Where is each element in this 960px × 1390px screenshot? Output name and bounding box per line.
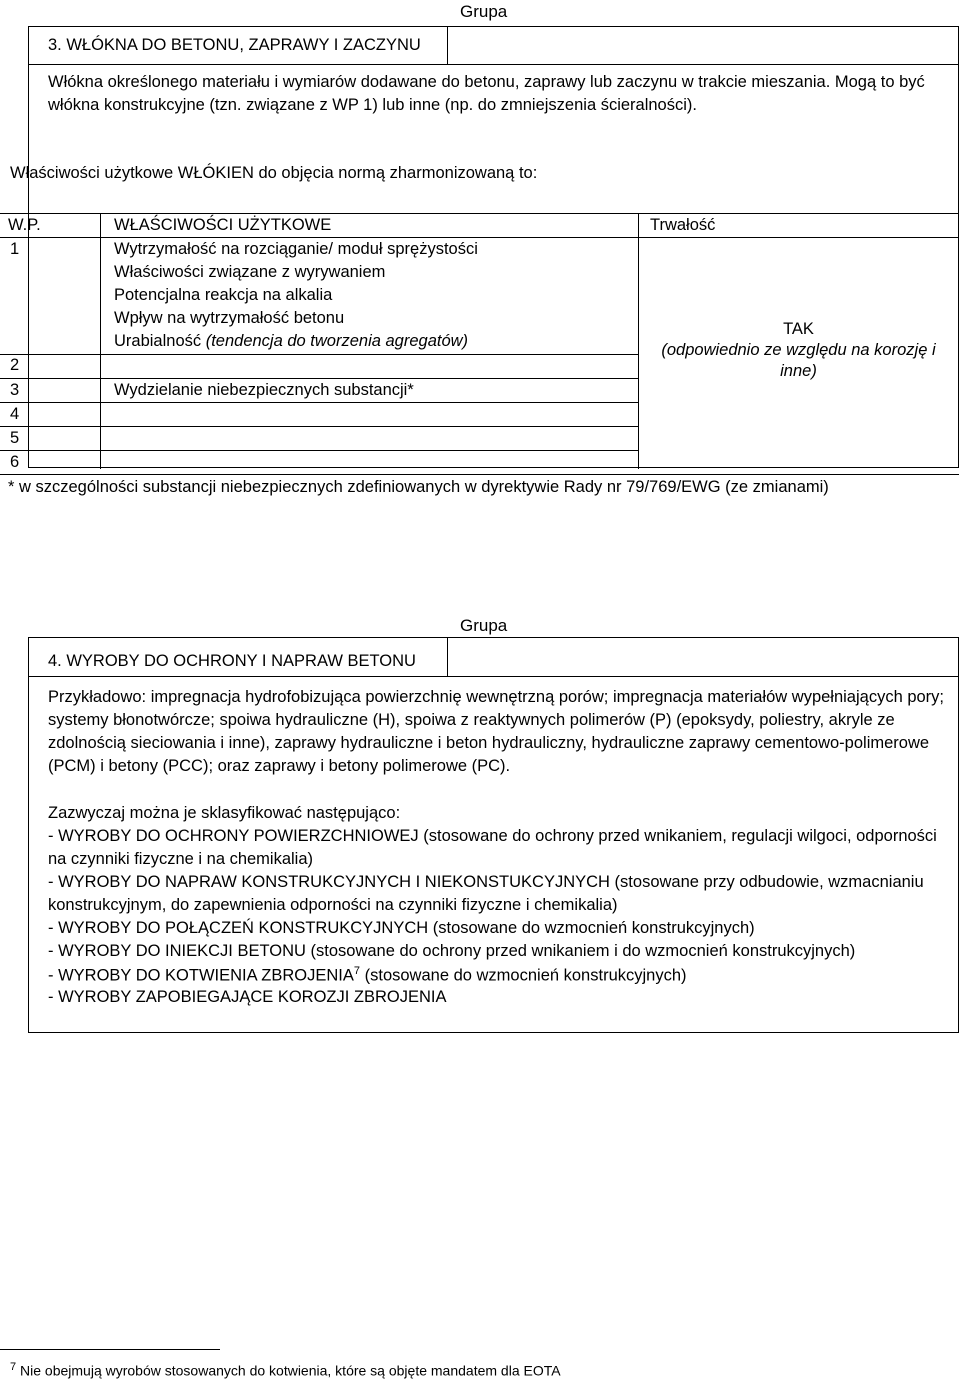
row1-item-3: Potencjalna reakcja na alkalia — [114, 286, 333, 304]
durability-note-line1: (odpowiednio ze względu na korozję i — [661, 341, 936, 359]
row1-item-5 — [114, 332, 468, 351]
section3-title-underline — [28, 64, 959, 65]
row3-text: Wydzielanie niebezpiecznych substancji* — [114, 381, 414, 399]
section3-title: 3. WŁÓKNA DO BETONU, ZAPRAWY I ZACZYNU — [48, 36, 421, 54]
durability-cell — [639, 320, 958, 381]
header-durability: Trwałość — [650, 216, 716, 234]
row1-item-4: Wpływ na wytrzymałość betonu — [114, 309, 345, 327]
section3-intro-line2: włókna konstrukcyjne (tzn. związane z WP 1) lub inne (np. do zmniejszenia ścieralności). — [48, 96, 697, 114]
section3-footnote: * w szczególności substancji niebezpiecznych zdefiniowanych w dyrektywie Rady nr 79/769/EWG (ze zmianami) — [8, 478, 829, 496]
list-item: - WYROBY DO INIEKCJI BETONU (stosowane do ochrony przed wnikaniem i do wzmocnień konstrukcyjnych) — [48, 942, 856, 960]
list-item: - WYROBY DO OCHRONY POWIERZCHNIOWEJ (stosowane do ochrony przed wnikaniem, regulacji wilgoci, odporności — [48, 827, 937, 845]
header-properties: WŁAŚCIWOŚCI UŻYTKOWE — [114, 216, 332, 234]
section4-title-divider — [447, 637, 448, 677]
list-item: - WYROBY ZAPOBIEGAJĄCE KOROZJI ZBROJENIA — [48, 988, 447, 1006]
section3-intro-line1: Włókna określonego materiału i wymiarów dodawane do betonu, zaprawy lub zaczynu w trakcie mieszania. Mogą to być — [48, 73, 925, 91]
row1-item-2: Właściwości związane z wyrywaniem — [114, 263, 386, 281]
list-item: konstrukcyjnym, do zapewnienia odporności na czynniki fizyczne i chemikalia) — [48, 896, 618, 914]
row6-number: 6 — [10, 453, 20, 471]
header-wp: W.P. — [8, 216, 41, 234]
paragraph-line: systemy błonotwórcze; spoiwa hydrauliczne (H), spoiwa z reaktywnych polimerów (P) (epoksydy, poliestry, akryle ze — [48, 711, 895, 729]
table-top-border — [0, 213, 959, 214]
page-footnote — [10, 1361, 561, 1379]
row4-number: 4 — [10, 405, 20, 423]
footnote-ref-7: 7 — [353, 965, 361, 977]
footnote-separator — [0, 1349, 220, 1350]
table-row-line-5 — [0, 426, 638, 427]
table-header-border — [0, 237, 959, 238]
section3-title-divider — [447, 26, 448, 65]
paragraph-line: zdolnością sieciowania i inne), zaprawy hydrauliczne i beton hydrauliczny, hydrauliczne zaprawy cementowo-polimerowe — [48, 734, 930, 752]
list-item — [48, 965, 687, 986]
list-item: na czynniki fizyczne i na chemikalia) — [48, 850, 314, 868]
table-row-line-2 — [0, 354, 638, 355]
table-row-line-3 — [0, 378, 638, 379]
row2-number: 2 — [10, 356, 20, 374]
kotwienie-text: - WYROBY DO KOTWIENIA ZBROJENIA — [48, 966, 354, 985]
row1-item-5-italic: (tendencja do tworzenia agregatów) — [205, 332, 469, 350]
durability-note-line2: inne) — [780, 362, 817, 380]
row1-item-1: Wytrzymałość na rozciąganie/ moduł sprężystości — [114, 240, 478, 258]
table-right-border — [958, 213, 959, 468]
classification-intro: Zazwyczaj można je sklasyfikować następująco: — [48, 804, 401, 822]
row1-number: 1 — [10, 240, 20, 258]
paragraph-line: (PCM) i betony (PCC); oraz zaprawy i betony polimerowe (PC). — [48, 757, 511, 775]
row1-item-5-normal: Urabialność — [114, 332, 206, 350]
list-item: - WYROBY DO POŁĄCZEŃ KONSTRUKCYJNYCH (stosowane do wzmocnień konstrukcyjnych) — [48, 919, 755, 937]
table-row-line-4 — [0, 402, 638, 403]
kotwienie-note: (stosowane do wzmocnień konstrukcyjnych) — [360, 966, 687, 985]
table-row-line-6 — [0, 450, 638, 451]
table-bottom-border — [0, 474, 959, 475]
footnote-text: Nie obejmują wyrobów stosowanych do kotwienia, które są objęte mandatem dla EOTA — [20, 1362, 561, 1379]
durability-value: TAK — [783, 320, 814, 338]
section4-title-underline — [28, 676, 959, 677]
section4-title: 4. WYROBY DO OCHRONY I NAPRAW BETONU — [48, 652, 416, 670]
paragraph-line: Przykładowo: impregnacja hydrofobizująca powierzchnię wewnętrzną porów; impregnacja materiałów wypełniających pory; — [48, 688, 945, 706]
footnote-marker: 7 — [10, 1361, 17, 1373]
row5-number: 5 — [10, 429, 20, 447]
list-item: - WYROBY DO NAPRAW KONSTRUKCYJNYCH I NIEKONSTUKCYJNYCH (stosowane przy odbudowie, wzmacnianiu — [48, 873, 924, 891]
table-col-divider-1 — [100, 213, 101, 469]
section4-group-label: Grupa — [460, 616, 508, 635]
row3-number: 3 — [10, 381, 20, 399]
section3-group-label: Grupa — [460, 2, 508, 21]
properties-heading: Właściwości użytkowe WŁÓKIEN do objęcia normą zharmonizowaną to: — [10, 164, 538, 182]
